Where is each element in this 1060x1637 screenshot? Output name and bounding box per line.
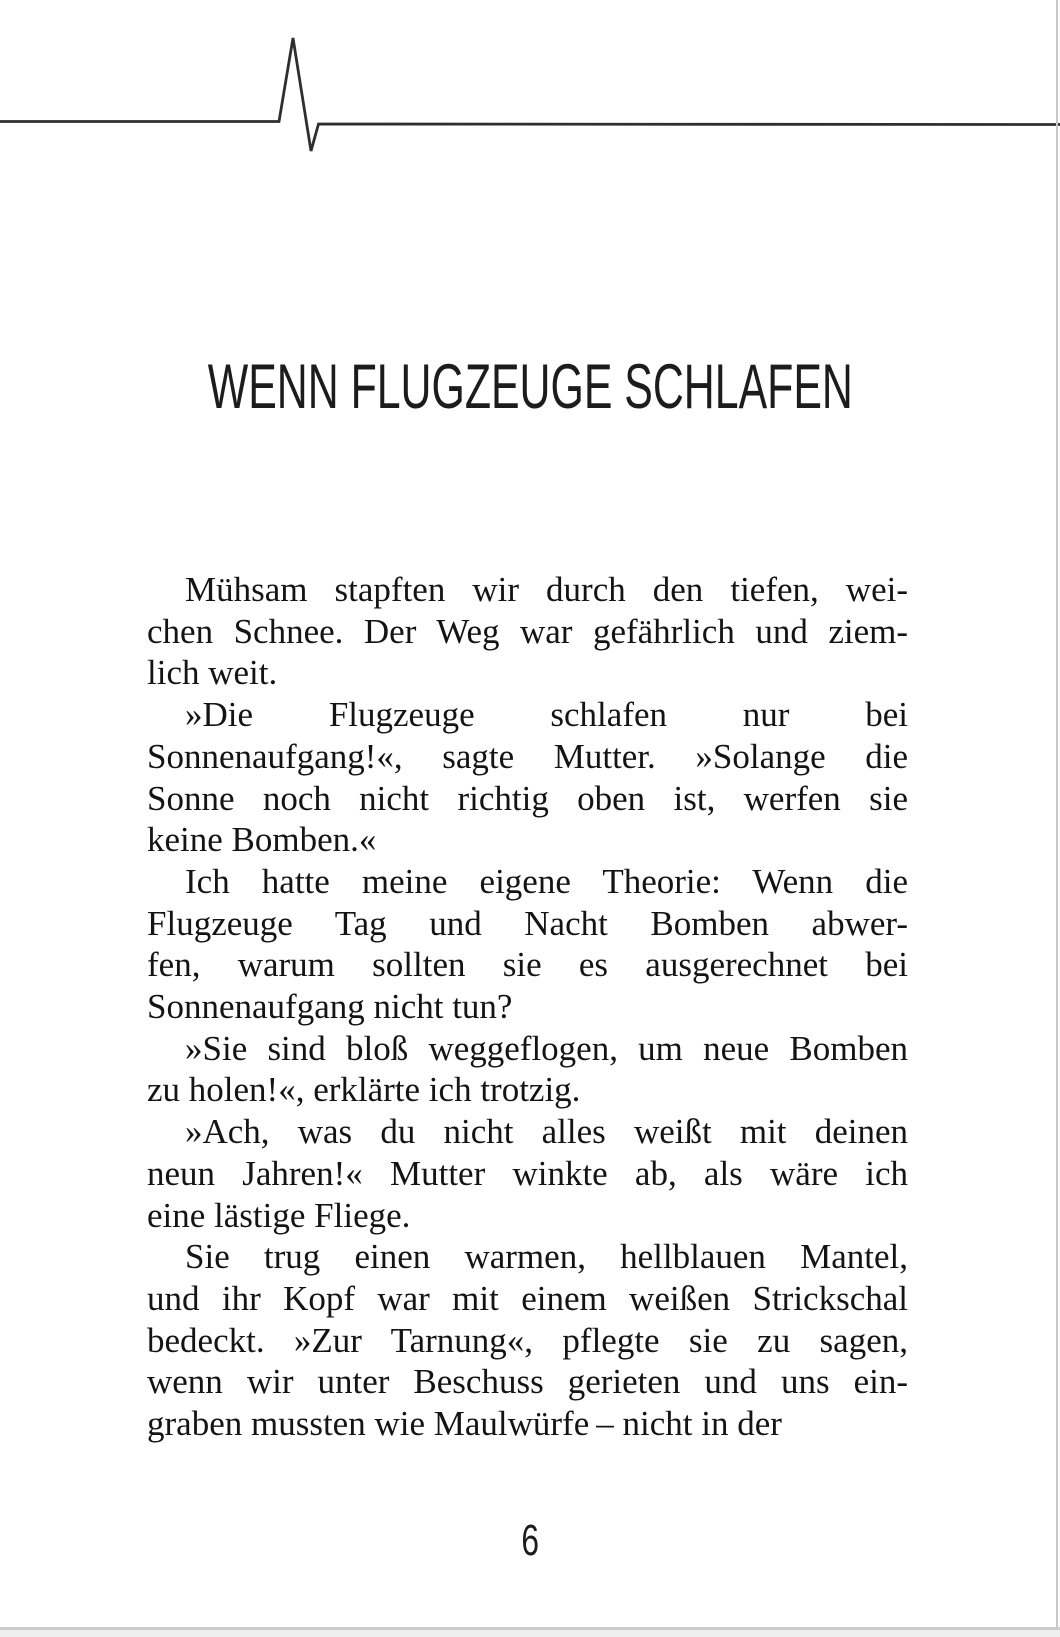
text-line: chen Schnee. Der Weg war gefährlich und ziem- [147,611,908,651]
text-line: Sonne noch nicht richtig oben ist, werfen sie [147,778,908,818]
heartbeat-line-icon [0,0,1060,170]
text-line: Sonnenaufgang nicht tun? [147,987,513,1027]
text-line: keine Bomben.« [147,820,377,860]
paragraph [147,1028,908,1111]
text-line: lich weit. [147,653,278,693]
text-line: graben mussten wie Maulwürfe – nicht in der [147,1404,782,1444]
chapter-title [0,352,1060,422]
page-number-text: 6 [521,1516,539,1565]
text-line: Flugzeuge Tag und Nacht Bomben abwer- [147,903,908,943]
text-line: Mühsam stapften wir durch den tiefen, wei- [185,570,908,609]
text-line: »Die Flugzeuge schlafen nur bei [185,695,908,735]
paragraph [147,1111,908,1236]
text-line: Sonnenaufgang!«, sagte Mutter. »Solange die [147,736,908,776]
paragraph [147,861,908,1028]
page-right-edge [1056,0,1058,1637]
text-line: zu holen!«, erklärte ich trotzig. [147,1070,581,1110]
text-line: wenn wir unter Beschuss gerieten und uns ein- [147,1362,908,1402]
page-bottom-margin [0,1630,1060,1637]
body-text [147,569,908,1445]
text-line: und ihr Kopf war mit einem weißen Strickschal [147,1278,908,1318]
text-line: neun Jahren!« Mutter winkte ab, als wäre ich [147,1153,908,1193]
text-line: fen, warum sollten sie es ausgerechnet bei [147,945,908,985]
paragraph [147,1236,908,1445]
paragraph [147,569,908,694]
text-line: »Sie sind bloß weggeflogen, um neue Bomben [185,1028,908,1068]
paragraph [147,694,908,861]
text-line: Sie trug einen warmen, hellblauen Mantel, [185,1237,908,1277]
text-line: eine lästige Fliege. [147,1195,411,1235]
page-number [0,1516,1060,1565]
chapter-title-text: WENN FLUGZEUGE SCHLAFEN [207,352,853,422]
text-line: bedeckt. »Zur Tarnung«, pflegte sie zu sagen, [147,1320,908,1360]
text-line: »Ach, was du nicht alles weißt mit deinen [185,1112,908,1152]
text-line: Ich hatte meine eigene Theorie: Wenn die [185,861,908,901]
